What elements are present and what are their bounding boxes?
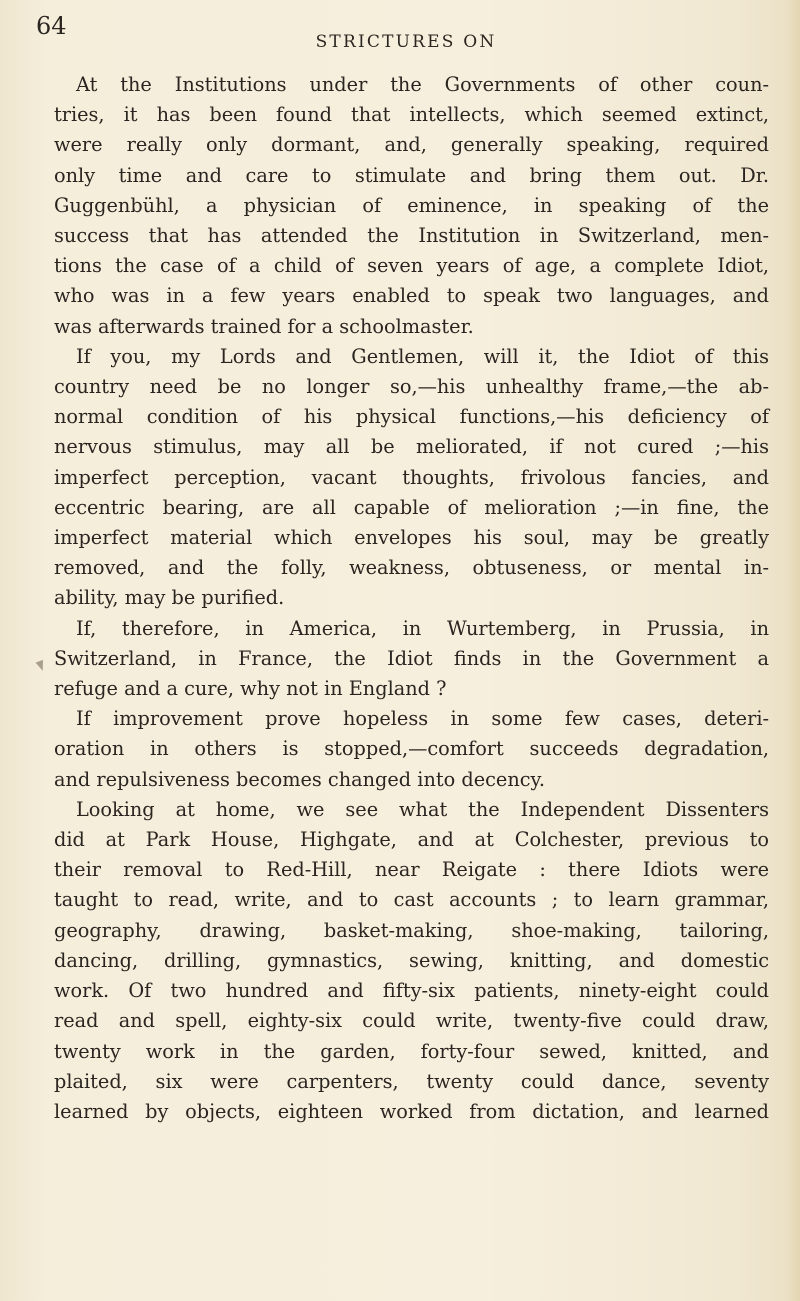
page-edge-shadow — [786, 0, 800, 1301]
text-line: work. Of two hundred and fifty-six patients, ninety-eight could — [54, 979, 769, 1003]
text-line: ability, may be purified. — [54, 586, 285, 610]
text-line: nervous stimulus, may all be meliorated, if not cured ;—his — [54, 435, 769, 459]
text-line: If, therefore, in America, in Wurtemberg, in Prussia, in — [76, 616, 769, 640]
text-line: tries, it has been found that intellects, which seemed extinct, — [54, 103, 769, 127]
running-head: STRICTURES ON — [315, 32, 497, 52]
paragraph — [54, 795, 769, 1127]
text-line: oration in others is stopped,—comfort succeeds degradation, — [54, 737, 769, 761]
text-line: tions the case of a child of seven years of age, a complete Idiot, — [54, 254, 769, 278]
text-line: refuge and a cure, why not in England ? — [54, 677, 447, 701]
text-line: and repulsiveness becomes changed into decency. — [54, 767, 545, 791]
text-line: read and spell, eighty-six could write, twenty-five could draw, — [54, 1009, 769, 1033]
text-line: At the Institutions under the Governments of other coun- — [76, 73, 769, 96]
text-line: imperfect material which envelopes his soul, may be greatly — [54, 526, 769, 550]
text-line: country need be no longer so,—his unhealthy frame,—the ab- — [54, 375, 769, 399]
text-line: their removal to Red-Hill, near Reigate : there Idiots were — [54, 858, 769, 882]
text-line: plaited, six were carpenters, twenty could dance, seventy — [54, 1069, 769, 1093]
paragraph — [54, 70, 769, 342]
text-line: eccentric bearing, are all capable of melioration ;—in fine, the — [54, 495, 769, 519]
text-line: Switzerland, in France, the Idiot finds in the Government a — [54, 646, 769, 670]
page-number: 64 — [36, 12, 67, 40]
body-text — [54, 70, 769, 1127]
text-line: Guggenbühl, a physician of eminence, in speaking of the — [54, 193, 769, 217]
text-line: normal condition of his physical functions,—his deficiency of — [54, 405, 769, 429]
text-line: taught to read, write, and to cast accounts ; to learn grammar, — [54, 888, 769, 912]
paragraph — [54, 614, 769, 705]
paragraph — [54, 704, 769, 795]
paragraph — [54, 342, 769, 614]
text-line: Looking at home, we see what the Independent Dissenters — [76, 797, 769, 821]
text-line: If you, my Lords and Gentlemen, will it, the Idiot of this — [76, 344, 769, 368]
text-line: twenty work in the garden, forty-four sewed, knitted, and — [54, 1039, 769, 1063]
text-line: was afterwards trained for a schoolmaster. — [54, 314, 474, 338]
text-line: did at Park House, Highgate, and at Colchester, previous to — [54, 828, 769, 852]
text-line: If improvement prove hopeless in some few cases, deteri- — [76, 707, 769, 731]
text-line: learned by objects, eighteen worked from dictation, and learned — [54, 1099, 769, 1123]
text-line: imperfect perception, vacant thoughts, frivolous fancies, and — [54, 465, 769, 489]
text-line: only time and care to stimulate and bring them out. Dr. — [54, 163, 769, 187]
text-line: removed, and the folly, weakness, obtuseness, or mental in- — [54, 556, 769, 580]
text-line: geography, drawing, basket-making, shoe-making, tailoring, — [54, 918, 769, 942]
text-line: dancing, drilling, gymnastics, sewing, knitting, and domestic — [54, 948, 769, 972]
text-line: were really only dormant, and, generally speaking, required — [54, 133, 769, 157]
text-line: who was in a few years enabled to speak two languages, and — [54, 284, 769, 308]
text-line: success that has attended the Institution in Switzerland, men- — [54, 224, 769, 248]
